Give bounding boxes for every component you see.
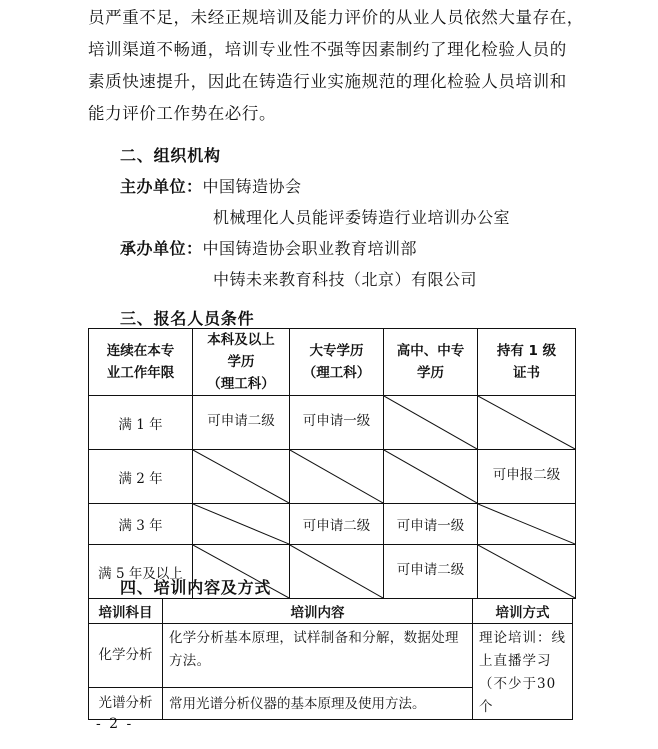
table-row [89,396,576,450]
header-line: 证书 [513,365,540,381]
header-line: 学历 [417,365,444,381]
organizer-name: 中国铸造协会职业教育培训部 [202,239,418,258]
empty-cell [384,396,478,450]
years-cell: 满 3 年 [89,504,193,545]
header-line: 本科及以上 [207,332,275,348]
header-years [89,329,193,396]
empty-cell [478,504,576,545]
empty-cell [290,545,384,599]
header-highschool [384,329,478,396]
years-cell: 满 2 年 [89,450,193,504]
intro-line: 培训渠道不畅通，培训专业性不强等因素制约了理化检验人员的 [88,40,567,59]
table-row [89,624,573,688]
header-subject: 培训科目 [89,599,163,624]
header-college [290,329,384,396]
diagonal-line [478,504,575,544]
section-heading-organization: 二、组织机构 [120,146,221,165]
empty-cell [290,450,384,504]
subject-cell: 光谱分析 [89,687,163,719]
years-cell: 满 1 年 [89,396,193,450]
header-line: 学历 [227,354,255,370]
organizer-label: 承办单位： [120,239,203,258]
diagonal-line [193,450,289,503]
diagonal-line [290,450,383,503]
header-line: （理工科） [302,365,371,381]
table-header-row [89,599,573,624]
section-heading-requirements: 三、报名人员条件 [120,309,255,328]
empty-cell [384,450,478,504]
header-line: 大专学历 [309,343,364,359]
organizer-row [120,236,417,259]
table-row [89,504,576,545]
diagonal-line [478,396,575,449]
header-level1-cert [478,329,576,396]
requirements-table [88,328,576,599]
header-bachelor [193,329,290,396]
empty-cell [478,396,576,450]
header-method: 培训方式 [473,599,573,624]
header-line: 连续在本专 [106,343,175,359]
intro-paragraph [88,2,588,130]
header-line: 高中、中专 [396,343,465,359]
diagonal-line [290,545,383,598]
header-line: 持有 1 级 [496,343,557,359]
empty-cell [193,450,290,504]
years-cell: 满 5 年及以上 [89,545,193,599]
subject-cell: 化学分析 [89,624,163,688]
table-header-row [89,329,576,396]
empty-cell [478,545,576,599]
empty-cell [193,504,290,545]
diagonal-line [384,450,477,503]
training-table [88,598,573,720]
host-label: 主办单位： [120,177,203,196]
host-row [120,174,302,197]
content-cell: 常用光谱分析仪器的基本原理及使用方法。 [163,687,473,719]
section-heading-training: 四、培训内容及方式 [120,578,272,597]
requirement-cell: 可申报二级 [478,450,576,504]
host-name-2: 机械理化人员能评委铸造行业培训办公室 [213,208,511,227]
requirement-cell: 可申请二级 [384,545,478,599]
method-cell: 理论培训：线上直播学习（不少于30个 [473,624,573,720]
intro-line: 素质快速提升，因此在铸造行业实施规范的理化检验人员培训和 [88,72,567,91]
requirement-cell: 可申请一级 [384,504,478,545]
diagonal-line [193,504,289,544]
organizer-name-2: 中铸未来教育科技（北京）有限公司 [213,270,478,289]
diagonal-line [478,545,575,598]
table-row [89,450,576,504]
header-content: 培训内容 [163,599,473,624]
intro-line: 能力评价工作势在必行。 [88,104,277,123]
content-cell: 化学分析基本原理，试样制备和分解，数据处理方法。 [163,624,473,688]
header-line: 业工作年限 [106,365,175,381]
page-number: - 2 - [96,716,134,732]
header-line: （理工科） [207,376,275,392]
host-name: 中国铸造协会 [202,177,302,196]
requirement-cell: 可申请一级 [290,396,384,450]
intro-line: 员严重不足，未经正规培训及能力评价的从业人员依然大量存在， [88,8,584,27]
requirement-cell: 可申请二级 [193,396,290,450]
diagonal-line [384,396,477,449]
requirement-cell: 可申请二级 [290,504,384,545]
